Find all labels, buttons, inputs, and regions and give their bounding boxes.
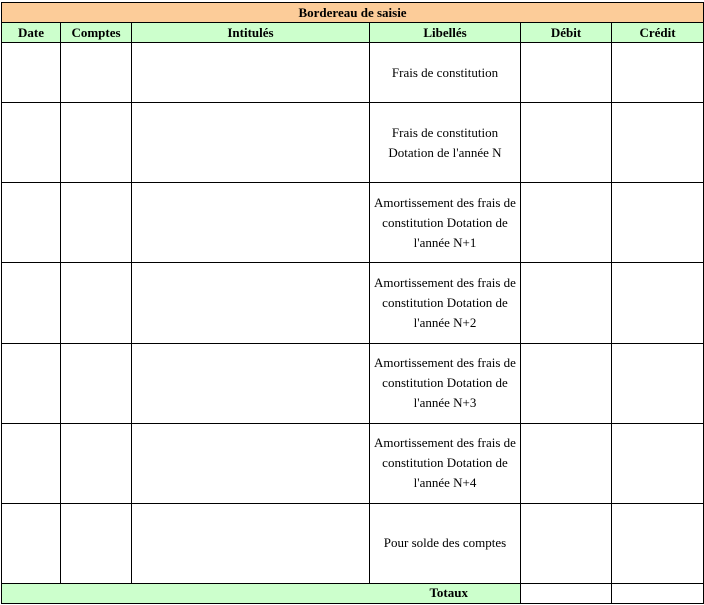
date-cell[interactable] — [2, 503, 61, 583]
bordereau-table — [1, 2, 704, 604]
credit-cell[interactable] — [612, 43, 704, 103]
table-row — [2, 343, 704, 423]
libelle-cell: Frais de constitution — [370, 43, 521, 103]
col-header-credit: Crédit — [612, 23, 704, 43]
credit-cell[interactable] — [612, 503, 704, 583]
table-row — [2, 503, 704, 583]
date-cell[interactable] — [2, 343, 61, 423]
debit-cell[interactable] — [521, 183, 612, 263]
intitules-cell[interactable] — [132, 503, 370, 583]
date-cell[interactable] — [2, 103, 61, 183]
date-cell[interactable] — [2, 43, 61, 103]
col-header-intitules: Intitulés — [132, 23, 370, 43]
debit-cell[interactable] — [521, 103, 612, 183]
col-header-debit: Débit — [521, 23, 612, 43]
table-row — [2, 43, 704, 103]
date-cell[interactable] — [2, 263, 61, 343]
totals-label: Totaux — [2, 583, 521, 603]
col-header-date: Date — [2, 23, 61, 43]
comptes-cell[interactable] — [61, 103, 132, 183]
table-row — [2, 423, 704, 503]
total-credit-cell[interactable] — [612, 583, 704, 603]
col-header-comptes: Comptes — [61, 23, 132, 43]
total-debit-cell[interactable] — [521, 583, 612, 603]
table-title: Bordereau de saisie — [2, 3, 704, 23]
comptes-cell[interactable] — [61, 183, 132, 263]
comptes-cell[interactable] — [61, 503, 132, 583]
credit-cell[interactable] — [612, 343, 704, 423]
libelle-cell: Amortissement des frais de constitution Dotation de l'année N+3 — [370, 343, 521, 423]
table-row — [2, 183, 704, 263]
libelle-cell: Amortissement des frais de constitution Dotation de l'année N+2 — [370, 263, 521, 343]
title-row — [2, 3, 704, 23]
libelle-cell: Frais de constitution Dotation de l'année N — [370, 103, 521, 183]
libelle-cell: Amortissement des frais de constitution Dotation de l'année N+1 — [370, 183, 521, 263]
intitules-cell[interactable] — [132, 43, 370, 103]
comptes-cell[interactable] — [61, 43, 132, 103]
col-header-libelles: Libellés — [370, 23, 521, 43]
intitules-cell[interactable] — [132, 343, 370, 423]
table-row — [2, 263, 704, 343]
debit-cell[interactable] — [521, 343, 612, 423]
comptes-cell[interactable] — [61, 423, 132, 503]
intitules-cell[interactable] — [132, 103, 370, 183]
totals-row — [2, 583, 704, 603]
date-cell[interactable] — [2, 183, 61, 263]
header-row — [2, 23, 704, 43]
credit-cell[interactable] — [612, 183, 704, 263]
table-row — [2, 103, 704, 183]
debit-cell[interactable] — [521, 503, 612, 583]
intitules-cell[interactable] — [132, 423, 370, 503]
comptes-cell[interactable] — [61, 343, 132, 423]
credit-cell[interactable] — [612, 423, 704, 503]
date-cell[interactable] — [2, 423, 61, 503]
debit-cell[interactable] — [521, 263, 612, 343]
intitules-cell[interactable] — [132, 263, 370, 343]
comptes-cell[interactable] — [61, 263, 132, 343]
libelle-cell: Amortissement des frais de constitution Dotation de l'année N+4 — [370, 423, 521, 503]
debit-cell[interactable] — [521, 43, 612, 103]
credit-cell[interactable] — [612, 263, 704, 343]
debit-cell[interactable] — [521, 423, 612, 503]
libelle-cell: Pour solde des comptes — [370, 503, 521, 583]
credit-cell[interactable] — [612, 103, 704, 183]
intitules-cell[interactable] — [132, 183, 370, 263]
